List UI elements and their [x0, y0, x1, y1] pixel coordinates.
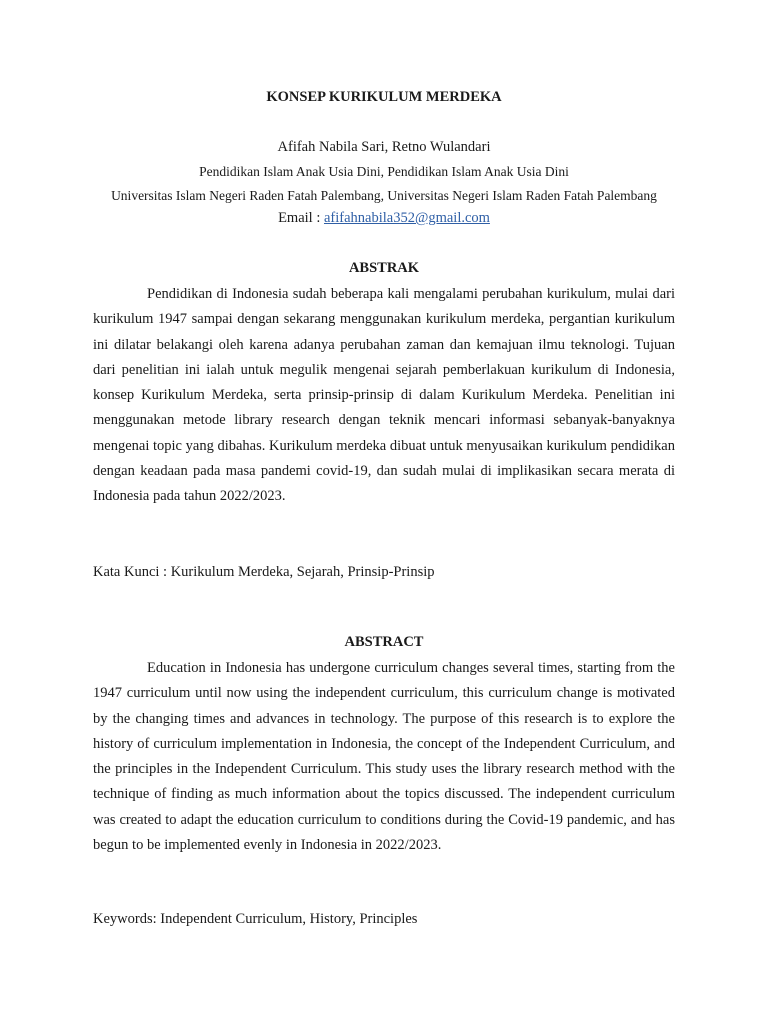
abstrak-heading: ABSTRAK: [348, 260, 420, 276]
abstrak-body: Pendidikan di Indonesia sudah beberapa kali mengalami perubahan kurikulum, mulai dari kurikulum 1947 sampai dengan sekarang menggunakan kurikulum merdeka, pergantian kurikulum ini dilatar belakangi oleh karena adanya perubahan zaman dan kemajuan ilmu teknologi. Tujuan dari penelitian ini ialah untuk megulik mengenai sejarah pemberlakuan kurikulum di Indonesia, konsep Kurikulum Merdeka, serta prinsip-prinsip di dalam Kurikulum Merdeka. Penelitian ini menggunakan metode library research dengan teknik mencari informasi sebanyak-banyaknya mengenai topic yang dibahas. Kurikulum merdeka dibuat untuk menyusaikan kurikulum pendidikan dengan keadaan pada masa pandemi covid-19, dan sudah mulai di implikasikan secara merata di Indonesia pada tahun 2022/2023.: [93, 286, 675, 505]
author-names: Afifah Nabila Sari, Retno Wulandari: [277, 139, 491, 155]
abstrak-paragraph: [93, 282, 675, 510]
abstract-body: Education in Indonesia has undergone curriculum changes several times, starting from the 1947 curriculum until now using the independent curriculum, this curriculum change is motivated by the changing times and advances in technology. The purpose of this research is to explore the history of curriculum implementation in Indonesia, the concept of the Independent Curriculum, and the principles in the Independent Curriculum. This study uses the library research method with the technique of finding as much information about the topics discussed. The independent curriculum was created to adapt the education curriculum to conditions during the Covid-19 pandemic, and has begun to be implemented evenly in Indonesia in 2022/2023.: [93, 660, 675, 854]
keywords: Keywords: Independent Curriculum, History, Principles: [93, 911, 418, 927]
affiliation-university: Universitas Islam Negeri Raden Fatah Palembang, Universitas Negeri Islam Raden Fatah Palembang: [111, 188, 657, 203]
abstract-heading: ABSTRACT: [344, 634, 424, 650]
email-link[interactable]: afifahnabila352@gmail.com: [323, 210, 490, 226]
abstract-paragraph: [93, 656, 675, 858]
kata-kunci: Kata Kunci : Kurikulum Merdeka, Sejarah, Prinsip-Prinsip: [93, 564, 435, 580]
email-label: Email :: [278, 210, 324, 226]
affiliation-program: Pendidikan Islam Anak Usia Dini, Pendidikan Islam Anak Usia Dini: [199, 164, 569, 179]
paper-title: KONSEP KURIKULUM MERDEKA: [266, 89, 502, 105]
email-line: [93, 210, 675, 227]
